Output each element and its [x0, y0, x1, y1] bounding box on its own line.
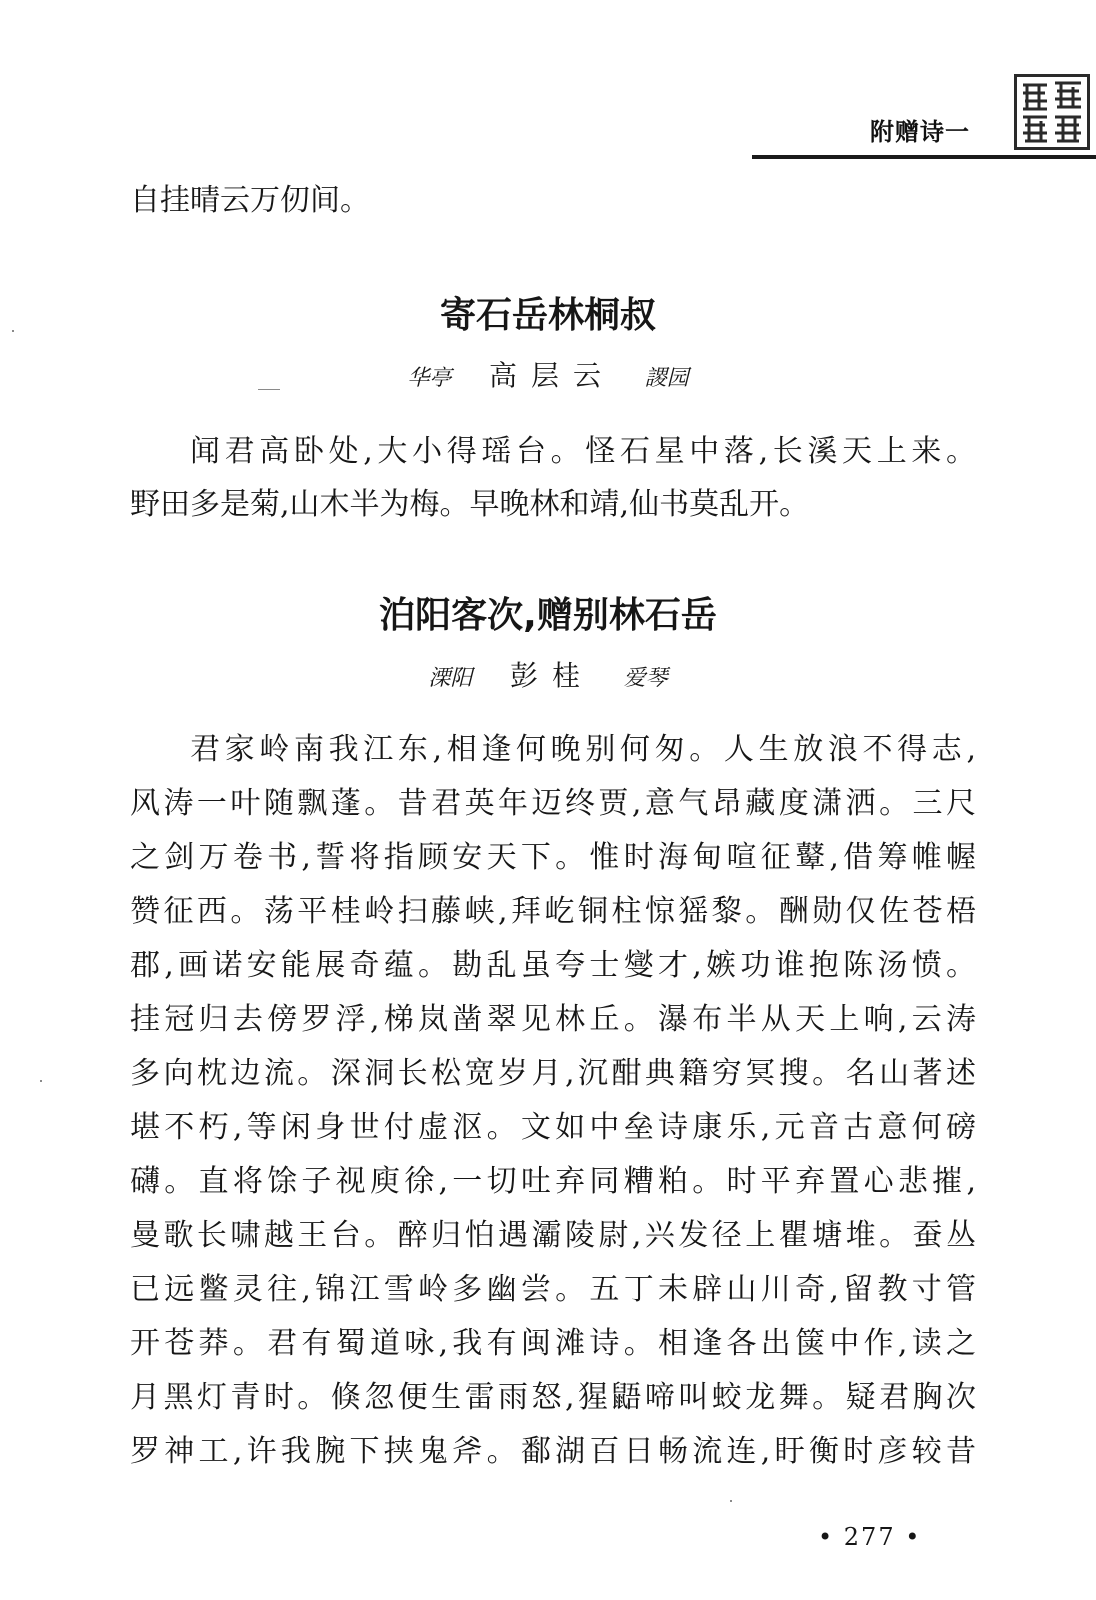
- scan-speck: [12, 330, 14, 332]
- poem2-title: 泊阳客次,赠别林石岳: [379, 595, 717, 636]
- seal-stamp: [1014, 74, 1090, 150]
- poem2-line: 堪不朽,等闲身世付虚沤。文如中垒诗康乐,元音古意何磅: [130, 1110, 976, 1145]
- page-number: • 277 •: [818, 1523, 922, 1551]
- scan-speck: [258, 389, 280, 390]
- poem2-line: 曼歌长啸越王台。醉归怕遇灞陵尉,兴发径上瞿塘堆。蚕丛: [130, 1218, 976, 1253]
- prev-poem-last-line: 自挂晴云万仞间。: [130, 183, 370, 218]
- poem2-line: 罗神工,许我腕下挟鬼斧。鄱湖百日畅流连,盱衡时彦较昔: [130, 1434, 976, 1469]
- poem2-line: 挂冠归去傍罗浮,梯岚凿翠见林丘。瀑布半从天上响,云涛: [130, 1002, 976, 1037]
- poem1-line: 闻君高卧处,大小得瑶台。怪石星中落,长溪天上来。: [190, 434, 976, 469]
- scan-speck: [730, 1500, 732, 1502]
- scan-speck: [40, 1080, 42, 1082]
- poem2-style-name: 爱琴: [623, 666, 668, 691]
- poem2-line: 君家岭南我江东,相逢何晚别何匆。人生放浪不得志,: [190, 732, 976, 767]
- poem1-style-name: 謖园: [644, 366, 689, 391]
- poem2-line: 赞征西。荡平桂岭扫藤峡,拜屹铜柱惊猺黎。酬勋仅佐苍梧: [130, 894, 976, 929]
- poem1-author: 高层云: [488, 359, 615, 392]
- poem2-line: 之剑万卷书,誓将指顾安天下。惟时海甸喧征鼙,借筹帷幄: [130, 840, 976, 875]
- seal-glyph-pattern: [1017, 77, 1087, 147]
- header-rule: [752, 155, 1096, 159]
- poem2-line: 已远鳖灵往,锦江雪岭多幽尝。五丁未辟山川奇,留教寸管: [130, 1272, 976, 1307]
- poem2-byline: [0, 659, 1096, 692]
- poem2-place: 溧阳: [428, 666, 473, 691]
- poem2-line: 风涛一叶随飘蓬。昔君英年迈终贾,意气昂藏度潇洒。三尺: [130, 786, 976, 821]
- poem2-line: 礴。直将馀子视庾徐,一切吐弃同糟粕。时平弃置心悲摧,: [130, 1164, 976, 1199]
- poem1-place: 华亭: [407, 366, 452, 391]
- poem1-line: 野田多是菊,山木半为梅。早晚林和靖,仙书莫乱开。: [130, 487, 810, 522]
- poem1-byline: [0, 359, 1096, 392]
- poem2-line: 郡,画诺安能展奇蕴。勘乱虽夸士燮才,嫉功谁抱陈汤愤。: [130, 948, 976, 983]
- poem2-line: 开苍莽。君有蜀道咏,我有闽滩诗。相逢各出箧中作,读之: [130, 1326, 976, 1361]
- poem2-author: 彭桂: [509, 659, 594, 692]
- poem2-line: 月黑灯青时。倏忽便生雷雨怒,猩鼯啼叫蛟龙舞。疑君胸次: [130, 1380, 976, 1415]
- poem1-title: 寄石岳林桐叔: [439, 295, 656, 336]
- running-head: 附赠诗一: [870, 118, 970, 146]
- poem2-line: 多向枕边流。深洞长松宽岁月,沉酣典籍穷冥搜。名山著述: [130, 1056, 976, 1091]
